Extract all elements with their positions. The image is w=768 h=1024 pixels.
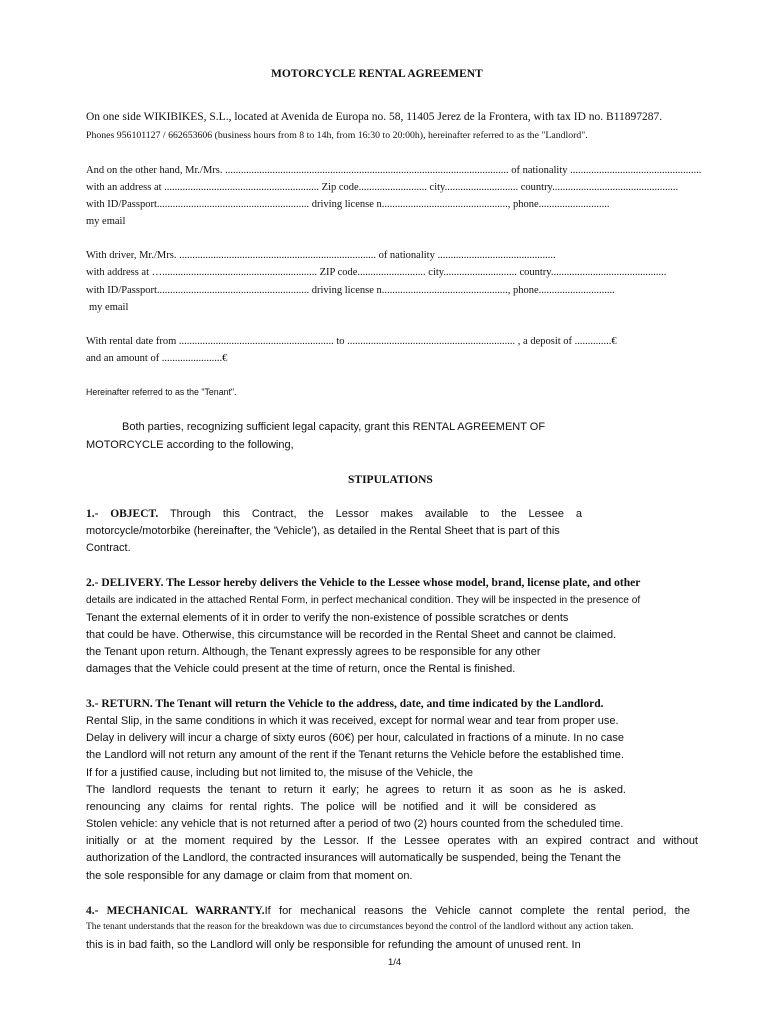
clause-1-heading: 1.- OBJECT. — [86, 508, 159, 520]
clause-3-line-2: Rental Slip, in the same conditions in which it was received, except for normal wear and tear from proper use. — [86, 715, 619, 727]
clause-1-line-3: Contract. — [86, 542, 131, 554]
clause-1-line-1 — [86, 508, 582, 520]
clause-2-line-2: details are indicated in the attached Rental Form, in perfect mechanical condition. They will be inspected in the presence of — [86, 595, 641, 606]
page-number: 1/4 — [388, 957, 402, 968]
landlord-line-1: On one side WIKIBIKES, S.L., located at Avenida de Europa no. 58, 11405 Jerez de la Frontera, with tax ID no. B11897287. — [86, 111, 663, 123]
tenant-id-line: with ID/Passport.......................................................... driving license n................................................, phone........................... — [86, 199, 610, 210]
driver-address-line: with address at …........................................................... ZIP code.......................... city............................ country............................................ — [86, 267, 667, 278]
clause-3-line-3: Delay in delivery will incur a charge of sixty euros (60€) per hour, calculated in fractions of a minute. In no case — [86, 732, 625, 744]
tenant-definition-note: Hereinafter referred to as the "Tenant". — [86, 387, 237, 397]
clause-3-line-10: authorization of the Landlord, the contracted insurances will automatically be suspended, being the Tenant the — [86, 852, 621, 864]
tenant-address-line: with an address at ........................................................... Zip code.......................... city............................ country................................................ — [86, 182, 679, 193]
clause-4-line-2: The tenant understands that the reason for the breakdown was due to circumstances beyond the control of the landlord without any action taken. — [86, 922, 634, 932]
clause-4-line-1-text: If for mechanical reasons the Vehicle cannot complete the rental period, the — [264, 905, 690, 917]
clause-2-line-3: Tenant the external elements of it in order to verify the non-existence of possible scratches or dents — [86, 612, 569, 624]
clause-1-line-2: motorcycle/motorbike (hereinafter, the 'Vehicle'), as detailed in the Rental Sheet that is part of this — [86, 525, 560, 537]
rental-amount-line: and an amount of .......................€ — [86, 353, 228, 364]
stipulations-heading: STIPULATIONS — [348, 474, 433, 486]
tenant-name-line: And on the other hand, Mr./Mrs. ............................................................................................................ of nationality .................................................. — [86, 165, 702, 176]
clause-3-line-9: initially or at the moment required by the Lessor. If the Lessee operates with an expired contract and without — [86, 835, 698, 847]
clause-3-line-8: Stolen vehicle: any vehicle that is not returned after a period of two (2) hours counted from the scheduled time. — [86, 818, 624, 830]
document-title: MOTORCYCLE RENTAL AGREEMENT — [271, 68, 483, 80]
clause-3-line-11: the sole responsible for any damage or claim from that moment on. — [86, 870, 413, 882]
driver-name-line: With driver, Mr./Mrs. ........................................................................... of nationality ............................................. — [86, 250, 556, 261]
clause-4-line-3: this is in bad faith, so the Landlord will only be responsible for refunding the amount of unused rent. In — [86, 939, 581, 951]
intro-line-2: MOTORCYCLE according to the following, — [86, 439, 294, 451]
driver-email-line: my email — [89, 302, 129, 313]
clause-2-line-4: that could be have. Otherwise, this circumstance will be recorded in the Rental Sheet and cannot be claimed. — [86, 629, 617, 641]
clause-3-line-5: If for a justified cause, including but not limited to, the misuse of the Vehicle, the — [86, 767, 474, 779]
clause-2-line-5: the Tenant upon return. Although, the Tenant expressly agrees to be responsible for any other — [86, 646, 541, 658]
clause-2-heading: 2.- DELIVERY. The Lessor hereby delivers the Vehicle to the Lessee whose model, brand, license plate, and other — [86, 577, 641, 589]
clause-4-line-1 — [86, 905, 690, 917]
clause-1-line-1-text: Through this Contract, the Lessor makes available to the Lessee a — [169, 508, 582, 520]
clause-3-line-6: The landlord requests the tenant to return it early; he agrees to return it as soon as he is asked. — [86, 784, 626, 796]
clause-3-line-4: the Landlord will not return any amount of the rent if the Tenant returns the Vehicle before the established time. — [86, 749, 624, 761]
tenant-email-line: my email — [86, 216, 126, 227]
intro-line-1: Both parties, recognizing sufficient legal capacity, grant this RENTAL AGREEMENT OF — [122, 421, 546, 433]
clause-2-line-6: damages that the Vehicle could present at the time of return, once the Rental is finished. — [86, 663, 516, 675]
driver-id-line: with ID/Passport.......................................................... driving license n................................................, phone............................. — [86, 285, 615, 296]
landlord-line-2: Phones 956101127 / 662653606 (business hours from 8 to 14h, from 16:30 to 20:00h), hereinafter referred to as the "Landlord". — [86, 130, 588, 141]
clause-3-line-7: renouncing any claims for rental rights. The police will be notified and it will be considered as — [86, 801, 596, 813]
clause-3-heading: 3.- RETURN. The Tenant will return the Vehicle to the address, date, and time indicated by the Landlord. — [86, 698, 604, 710]
clause-4-heading: 4.- MECHANICAL WARRANTY. — [86, 905, 265, 917]
rental-dates-line: With rental date from ........................................................... to ................................................................ , a deposit of ..............€ — [86, 336, 617, 347]
